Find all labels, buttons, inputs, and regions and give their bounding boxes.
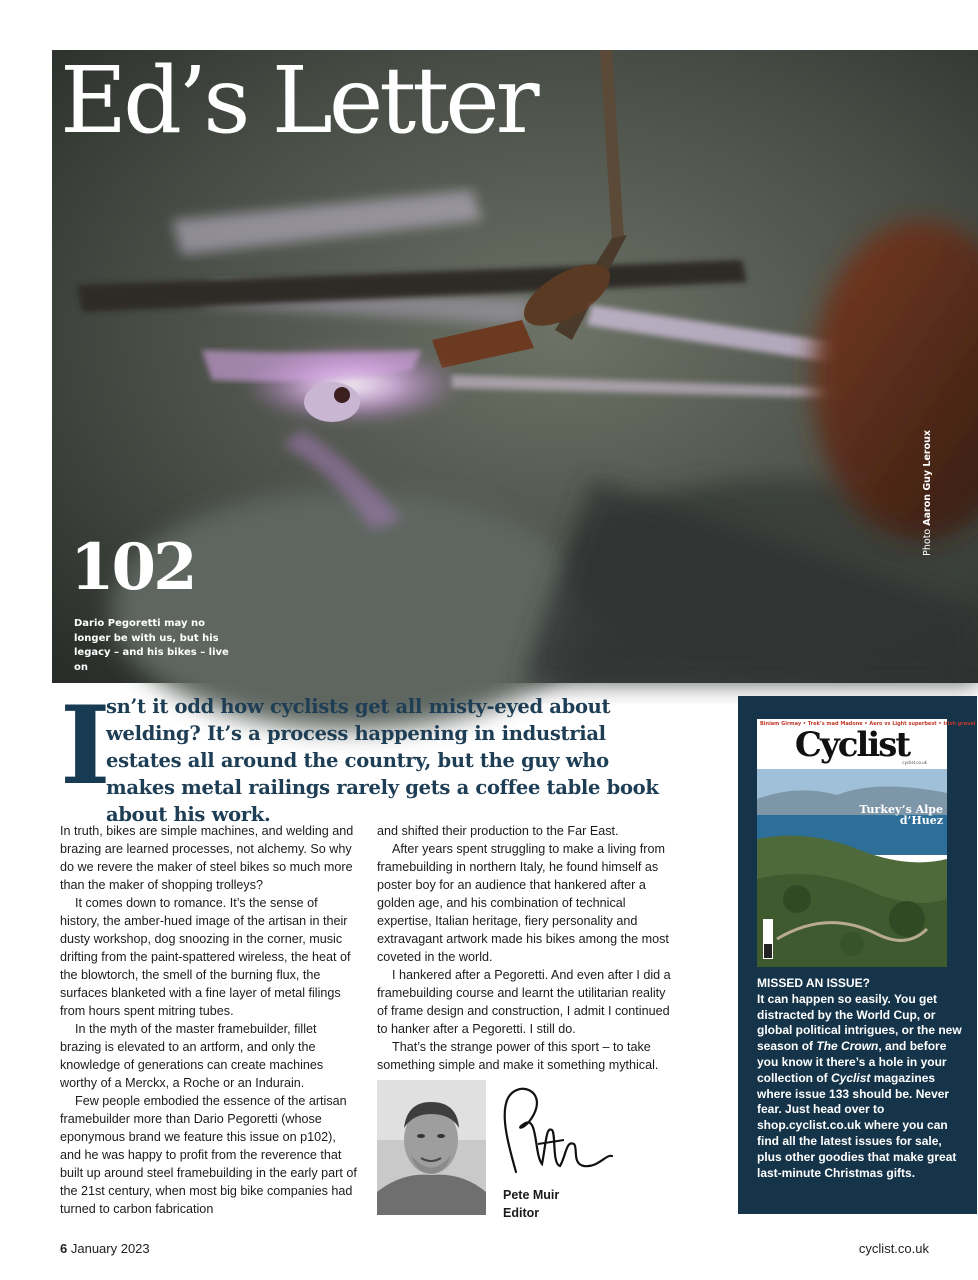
photo-credit	[922, 430, 936, 680]
body-column-1	[60, 822, 360, 1218]
paragraph: That’s the strange power of this sport – to take something simple and make it something mythical.	[377, 1040, 659, 1072]
editor-name: Pete Muir	[503, 1188, 560, 1202]
hero-photo	[52, 47, 978, 683]
sidebar-heading: MISSED AN ISSUE?	[757, 976, 870, 990]
paragraph: After years spent struggling to make a living from framebuilding in northern Italy, he found himself as poster boy for an audience that hankered after a golden age, and his combination of technical expertise, Italian heritage, fiery personality and extravagant artwork made his bikes among the most coveted in the world.	[377, 842, 669, 964]
cover-landscape-image	[757, 769, 947, 967]
photo-credit-prefix: Photo	[922, 528, 933, 556]
intro-standfirst: sn’t it odd how cyclists get all misty-eyed about welding? It’s a process happening in industrial estates all around the country, but the guy who makes metal railings rarely gets a coffee table book about his work.	[106, 695, 659, 826]
paragraph: In the myth of the master framebuilder, fillet brazing is elevated to an artform, and only the knowledge of generations can create machines worthy of a Merckx, a Roche or an Indurain.	[60, 1022, 324, 1090]
footer-folio	[60, 1241, 150, 1256]
photo-credit-name: Aaron Guy Leroux	[922, 430, 933, 526]
cover-logo: Cyclist	[794, 725, 910, 765]
editor-role: Editor	[503, 1206, 540, 1220]
drop-cap: I	[60, 683, 111, 809]
sidebar-italic-mag: Cyclist	[831, 1070, 871, 1085]
paragraph: I hankered after a Pegoretti. And even after I did a framebuilding course and learnt the utilitarian reality of frame design and construction, I admit I continued to hanker after a Pegoretti. I still do.	[377, 968, 671, 1036]
magazine-cover	[757, 719, 976, 967]
paragraph: and shifted their production to the Far East.	[377, 824, 619, 838]
paragraph: In truth, bikes are simple machines, and welding and brazing are learned processes, not alchemy. So why do we revere the maker of steel bikes so much more than the maker of shopping trolleys?	[60, 824, 354, 892]
paragraph: Few people embodied the essence of the artisan framebuilder more than Dario Pegoretti (whose eponymous brand we feature this issue on p102), and he was happy to profit from the reverence that built up around steel framebuilding in the early part of the 21st century, when most big bike companies had turned to carbon fabrication	[60, 1094, 357, 1216]
page-title: Ed’s Letter	[60, 47, 536, 154]
photo-caption: Dario Pegoretti may no longer be with us, but his legacy – and his bikes – live on	[74, 618, 229, 673]
sidebar-body-part: It can happen so easily. You get distracted by the World Cup, or global political intrigues, or the new season of	[757, 991, 962, 1054]
sidebar-body-part: magazines where issue 133 should be. Never fear. Just head over to shop.cyclist.co.uk where you can find all the latest issues for sale, plus other goodies that make great last-minute Christmas gifts.	[757, 1070, 957, 1180]
sidebar-italic-title: The Crown	[816, 1039, 879, 1054]
body-column-2	[377, 822, 677, 1074]
sidebar-body	[757, 992, 962, 1182]
cover-headline: Turkey’s Alpe d’Huez	[859, 803, 943, 827]
sidebar-body-part: , and before you know it there’s a hole in your collection of	[757, 1039, 947, 1085]
feature-page-number: 102	[70, 530, 195, 605]
footer-page-number: 6	[60, 1241, 68, 1256]
sidebar-text	[757, 976, 962, 1181]
missed-issue-sidebar	[738, 696, 977, 1214]
signature-block	[503, 1186, 559, 1222]
paragraph: It comes down to romance. It’s the sense of history, the amber-hued image of the artisan in their dusty workshop, dog snoozing in the corner, music drifting from the paint-spattered wireless, the heat of the blowtorch, the smell of the burning flux, the surfaces blanketed with a fine layer of metal filings from hours spent mitring tubes.	[60, 896, 351, 1018]
cover-strap: Biniam Girmay • Trek’s mad Madone • Aero vs Light superbest • Irish gravel	[760, 721, 976, 727]
editor-portrait	[377, 1080, 486, 1215]
editor-signature	[494, 1084, 619, 1182]
footer-date: January 2023	[70, 1241, 150, 1256]
cover-website: cyclist.co.uk	[902, 760, 927, 765]
footer-website: cyclist.co.uk	[858, 1241, 929, 1256]
